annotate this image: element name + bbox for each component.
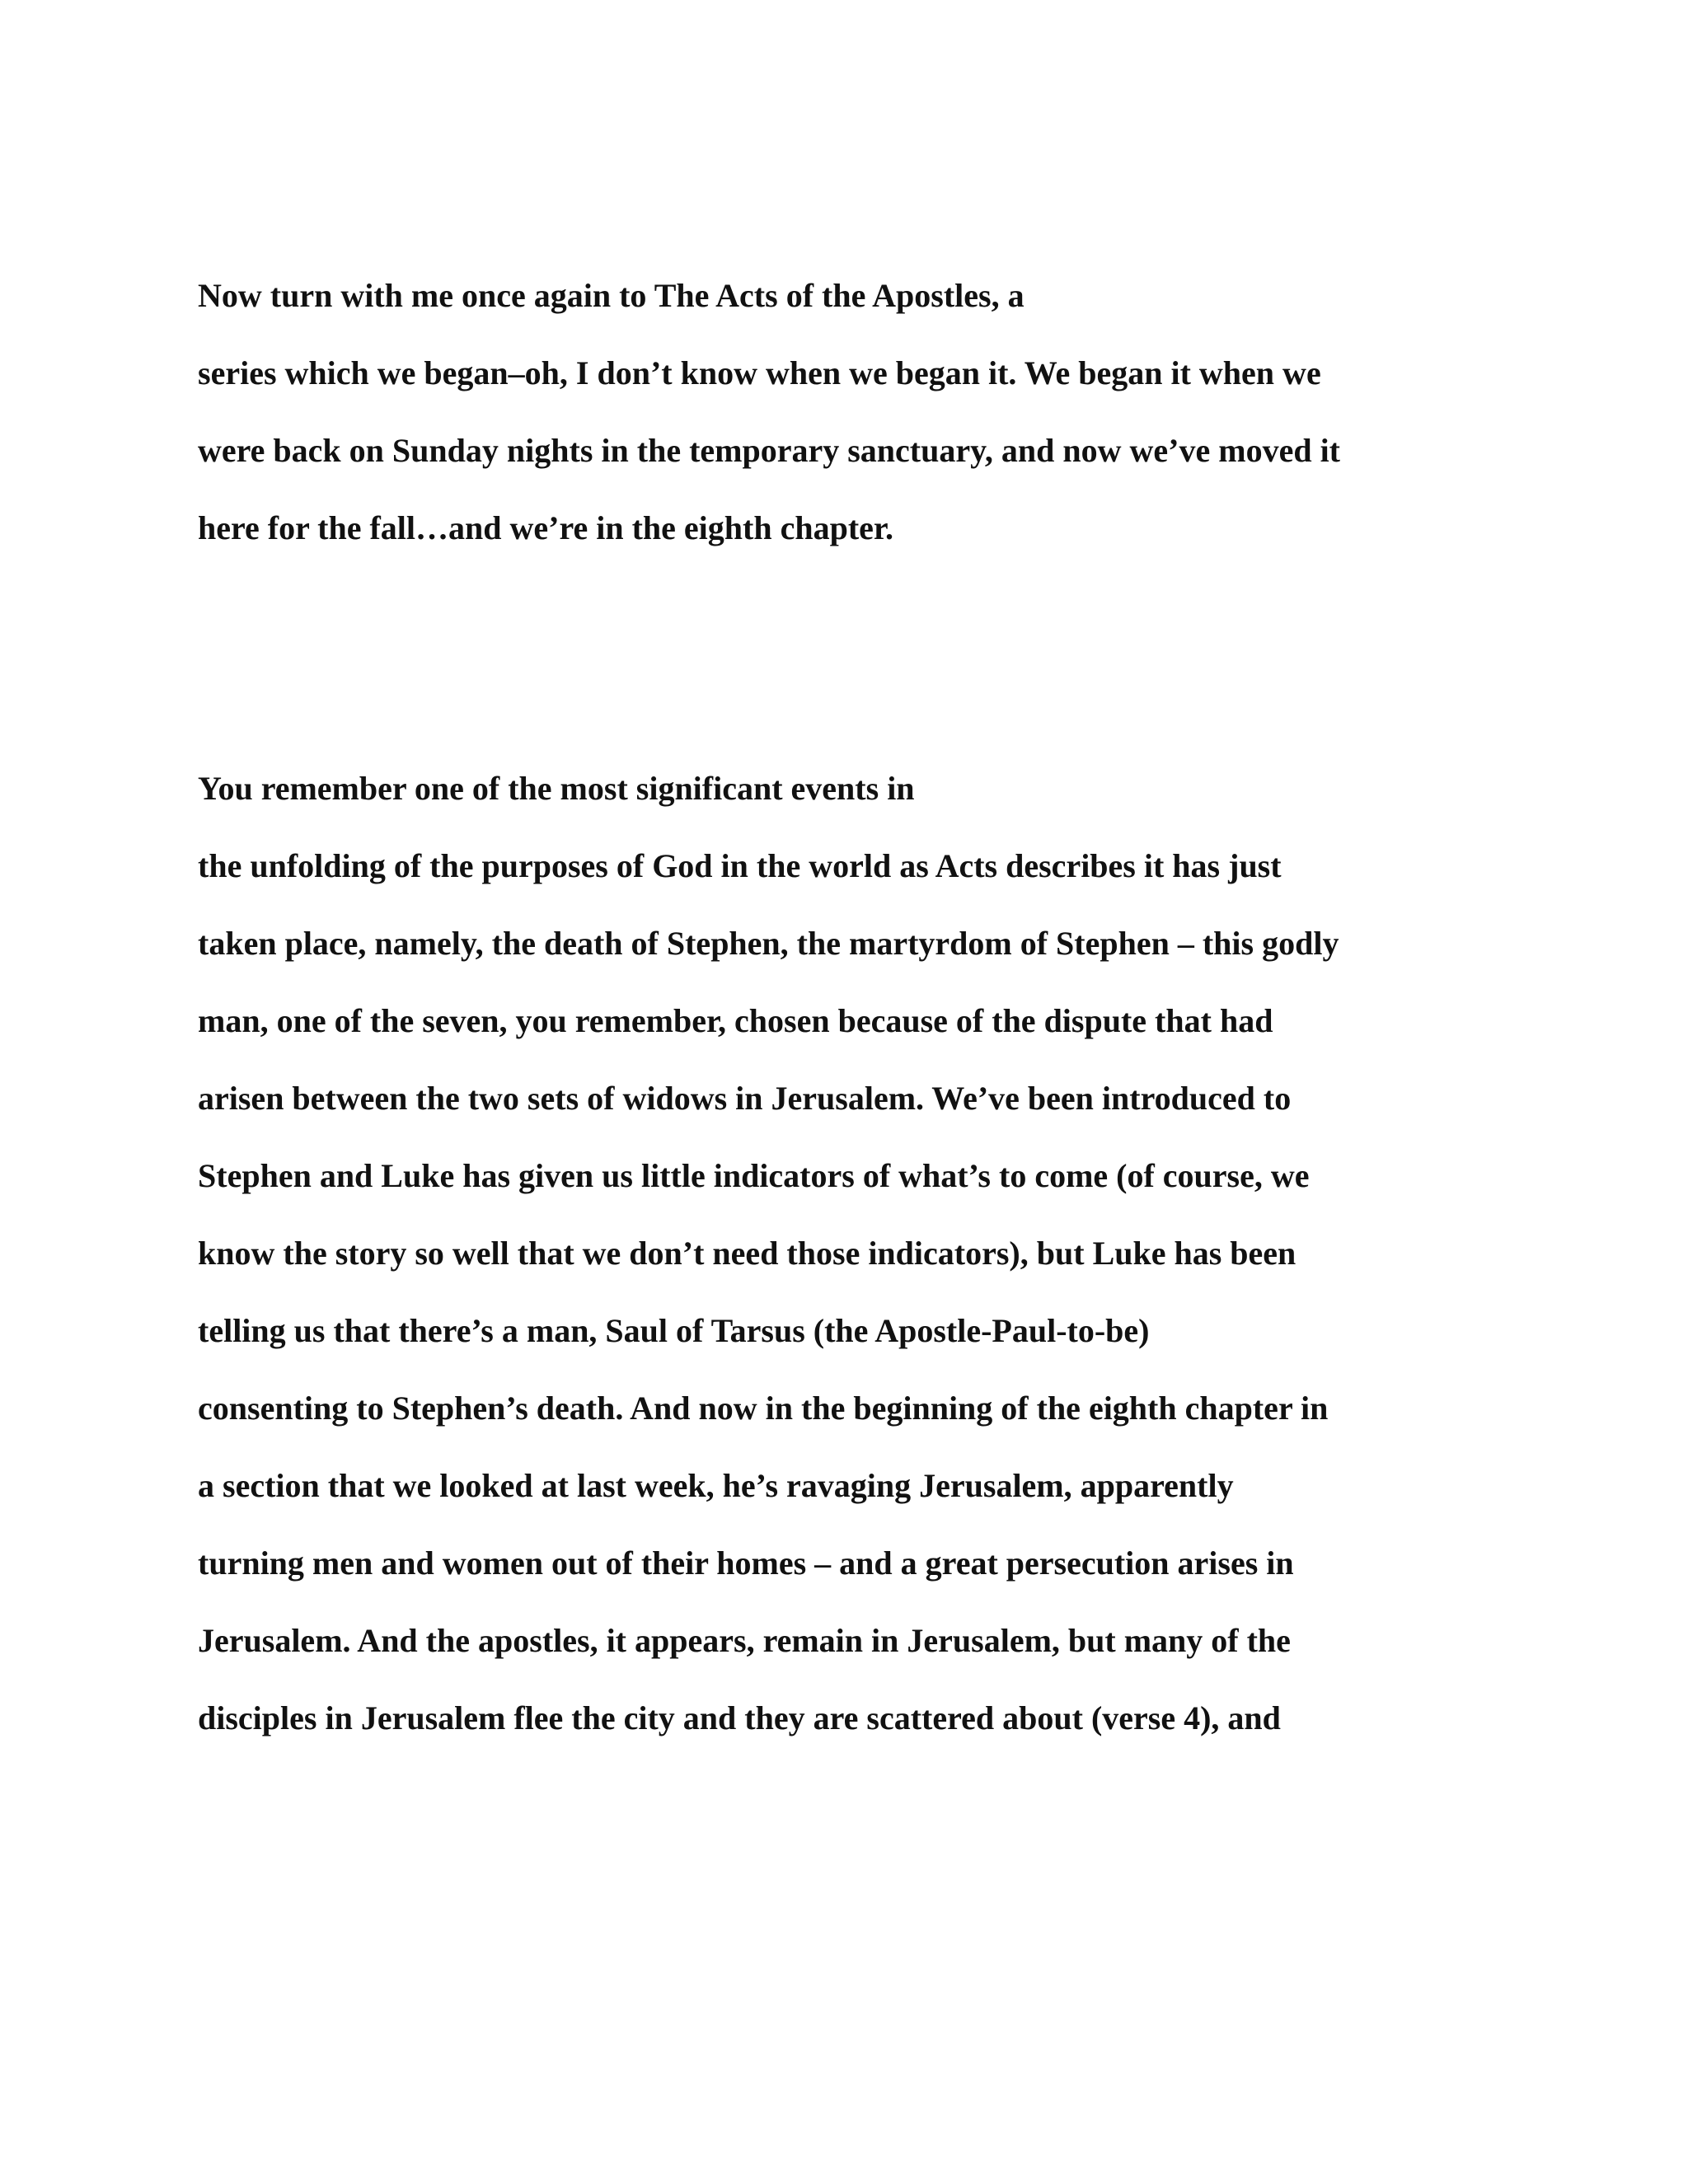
text-line: telling us that there’s a man, Saul of Tarsus (the Apostle-Paul-to-be) [198,1312,1150,1349]
text-line: were back on Sunday nights in the temporary sanctuary, and now we’ve moved it [198,432,1340,469]
text-line: know the story so well that we don’t need those indicators), but Luke has been [198,1235,1296,1272]
text-line: the unfolding of the purposes of God in the world as Acts describes it has just [198,847,1282,884]
text-line: series which we began–oh, I don’t know when we began it. We began it when we [198,354,1321,391]
text-line: Stephen and Luke has given us little indicators of what’s to come (of course, we [198,1157,1310,1194]
text-line: Now turn with me once again to The Acts of the Apostles, a [198,277,1025,314]
text-line: You remember one of the most significant events in [198,770,915,807]
text-line: a section that we looked at last week, he’s ravaging Jerusalem, apparently [198,1467,1234,1504]
text-line: here for the fall…and we’re in the eighth chapter. [198,509,894,546]
text-line: taken place, namely, the death of Stephen, the martyrdom of Stephen – this godly [198,925,1339,962]
text-line: turning men and women out of their homes – and a great persecution arises in [198,1544,1294,1582]
text-line: man, one of the seven, you remember, chosen because of the dispute that had [198,1002,1273,1039]
text-line: disciples in Jerusalem flee the city and they are scattered about (verse 4), and [198,1699,1281,1736]
text-line: consenting to Stephen’s death. And now in the beginning of the eighth chapter in [198,1390,1329,1427]
paragraph-2 [198,762,1517,1745]
text-line: arisen between the two sets of widows in Jerusalem. We’ve been introduced to [198,1080,1292,1117]
text-line: Jerusalem. And the apostles, it appears, remain in Jerusalem, but many of the [198,1622,1291,1659]
paragraph-1 [198,269,1517,555]
